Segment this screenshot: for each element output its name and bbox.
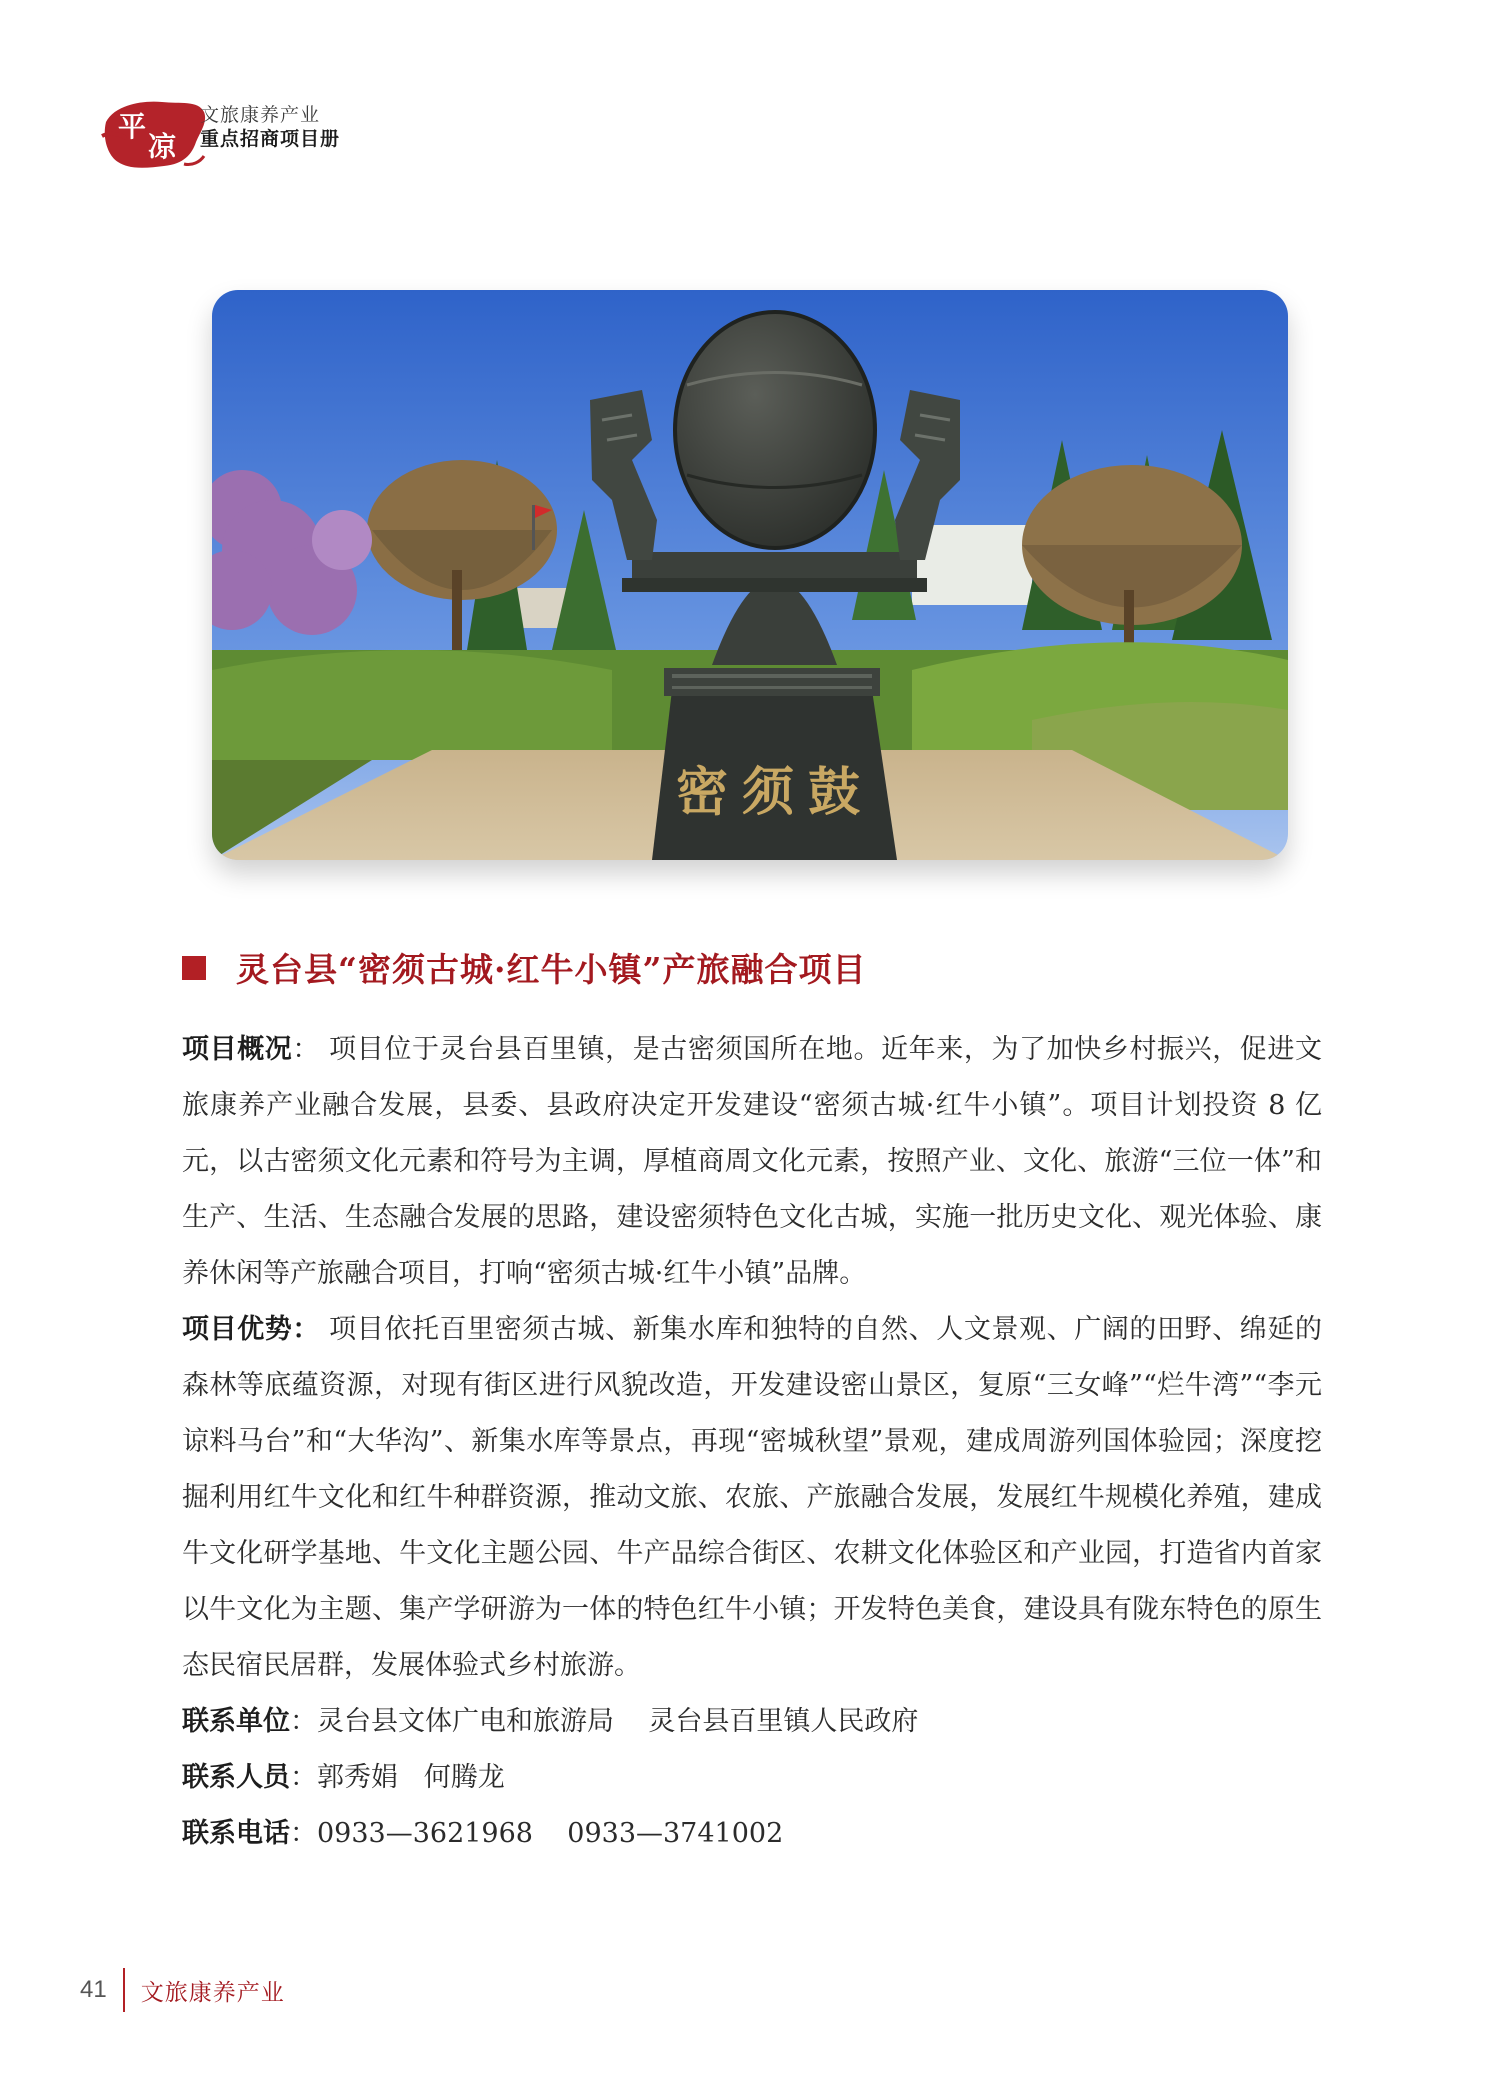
contact-phone-value: ：0933—3621968 0933—3741002 <box>290 1818 784 1849</box>
header-line1: 文旅康养产业 <box>200 104 321 126</box>
mixu-drum-photo <box>212 290 1288 860</box>
advantage-text: 项目依托百里密须古城、新集水库和独特的自然、人文景观、广阔的田野、绵延的森林等底蕴资源，对现有街区进行风貌改造，开发建设密山景区，复原“三女峰”“烂牛湾”“李元谅料马台”和“大华沟”、新集水库等景点，再现“密城秋望”景观，建成周游列国体验园；深度挖掘利用红牛文化和红牛种群资源，推动文旅、农旅、产旅融合发展，发展红牛规模化养殖，建成牛文化研学基地、牛文化主题公园、牛产品综合街区、农耕文化体验区和产业园，打造省内首家以牛文化为主题、集产学研游为一体的特色红牛小镇；开发特色美食，建设具有陇东特色的原生态民宿民居群，发展体验式乡村旅游。 <box>182 1314 1322 1681</box>
contact-unit-value: ：灵台县文体广电和旅游局 灵台县百里镇人民政府 <box>290 1706 919 1737</box>
advantage-paragraph <box>182 1302 1322 1694</box>
overview-label: 项目概况 <box>182 1034 293 1065</box>
page-footer <box>80 1970 285 2010</box>
overview-text: ： 项目位于灵台县百里镇，是古密须国所在地。近年来，为了加快乡村振兴，促进文旅康养产业融合发展，县委、县政府决定开发建设“密须古城·红牛小镇”。项目计划投资 8 亿元，以古密须文化元素和符号为主调，厚植商周文化元素，按照产业、文化、旅游“三位一体”和生产、生活、生态融合发展的思路，建设密须特色文化古城，实施一批历史文化、观光体验、康养休闲等产旅融合项目，打响“密须古城·红牛小镇”品牌。 <box>182 1034 1322 1289</box>
header-logo-text <box>200 104 340 152</box>
contact-unit-label: 联系单位 <box>182 1706 290 1737</box>
header-logo <box>100 92 360 172</box>
title-square-icon <box>182 956 206 980</box>
contact-unit <box>182 1694 1322 1750</box>
contact-phone <box>182 1806 1322 1862</box>
seal-char-ping: 平 <box>118 110 147 143</box>
photo-inscription: 密须鼓 <box>675 762 875 823</box>
section-title <box>182 944 866 991</box>
section-title-text: 灵台县“密须古城·红牛小镇”产旅融合项目 <box>236 950 867 989</box>
footer-label: 文旅康养产业 <box>140 1979 285 2006</box>
page-number: 41 <box>80 1976 107 2003</box>
photo-illustration <box>212 290 1288 860</box>
seal-char-liang: 凉 <box>148 130 177 163</box>
contact-person <box>182 1750 1322 1806</box>
contact-person-value: ：郭秀娟 何腾龙 <box>290 1762 505 1793</box>
footer-divider <box>123 1968 125 2012</box>
header-line2: 重点招商项目册 <box>200 127 341 150</box>
advantage-label: 项目优势： <box>182 1314 320 1345</box>
contact-person-label: 联系人员 <box>182 1762 290 1793</box>
brush-seal-logo <box>100 92 208 172</box>
overview-paragraph <box>182 1022 1322 1302</box>
contact-phone-label: 联系电话 <box>182 1818 290 1849</box>
project-body <box>182 1022 1322 1862</box>
